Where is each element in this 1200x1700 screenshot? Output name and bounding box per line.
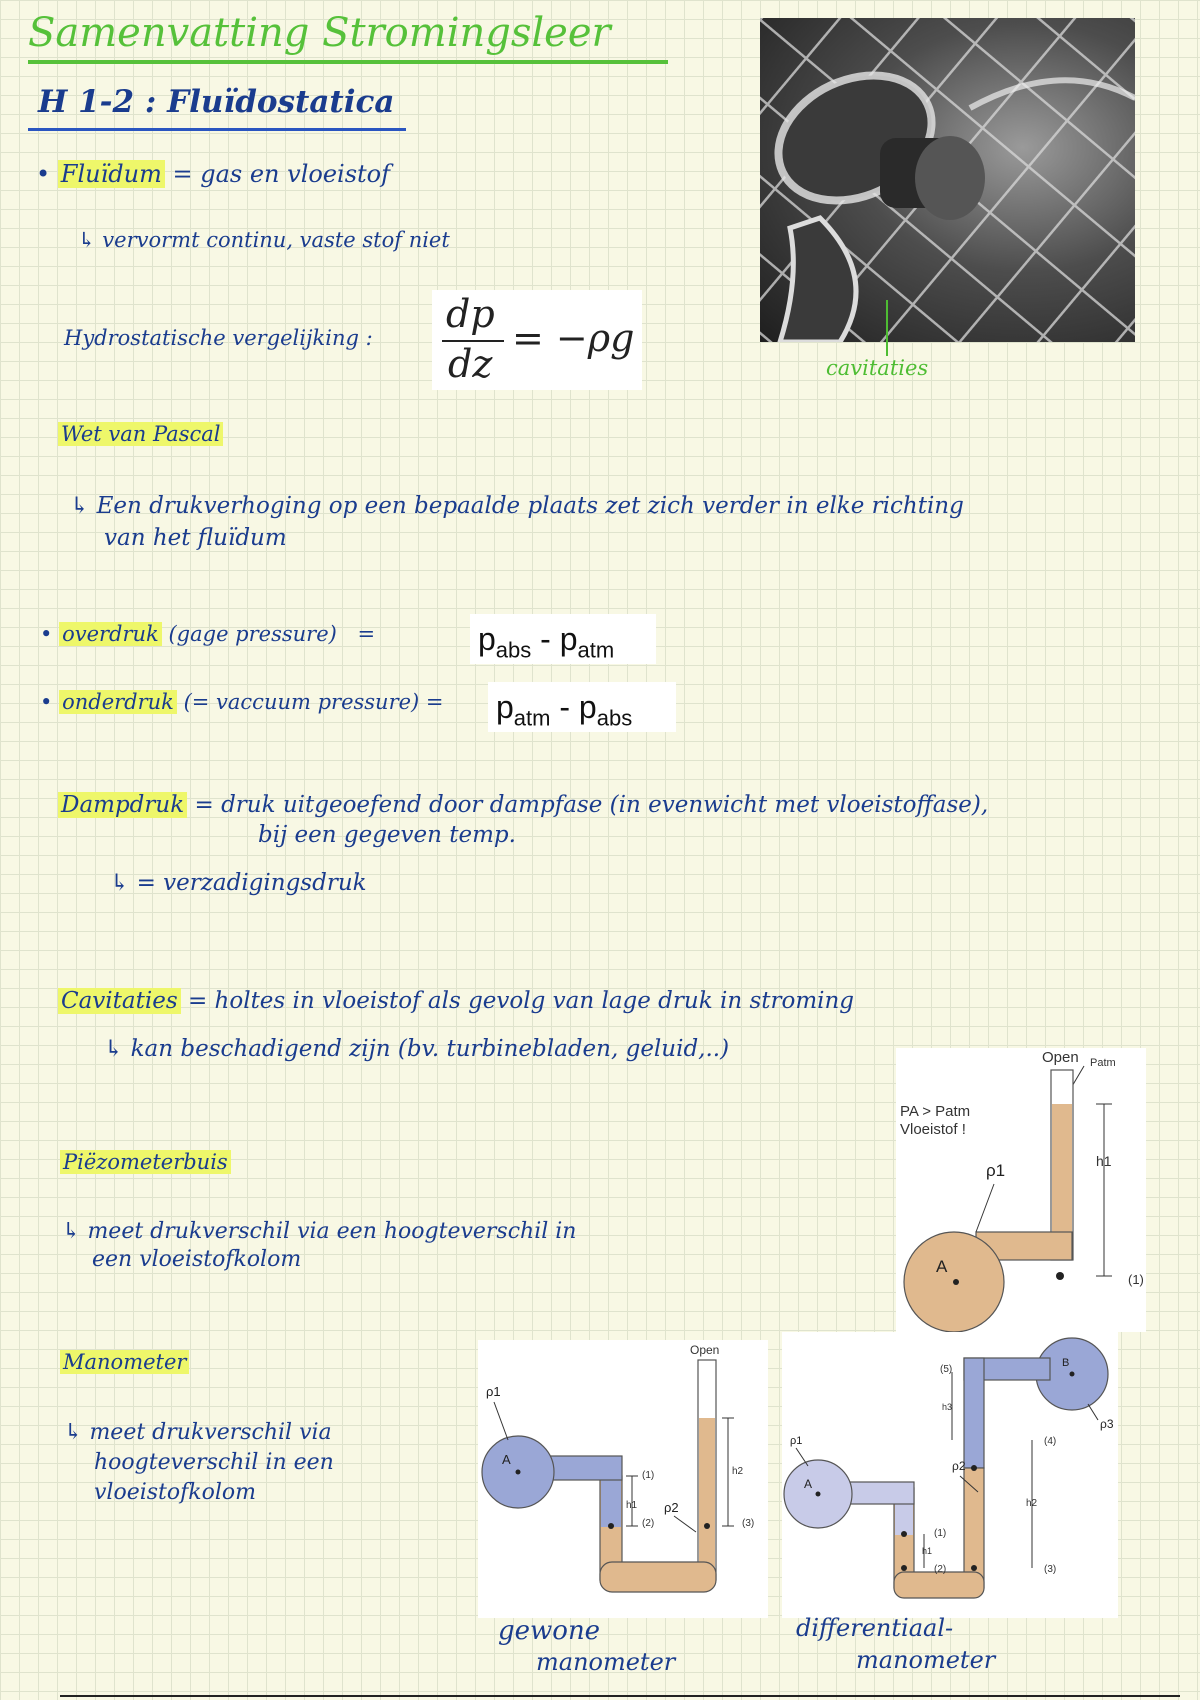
point-2-label: (2) <box>934 1564 947 1575</box>
piezometer-line-2: een vloeistofkolom <box>92 1247 302 1272</box>
caption-pointer <box>886 300 888 356</box>
subscript: atm <box>577 637 615 663</box>
piezometer-heading: Piëzometerbuis <box>60 1150 231 1174</box>
onderdruk-term: onderdruk <box>59 690 177 714</box>
gewone-caption-1: gewone <box>498 1616 601 1646</box>
fluidum-term: Fluïdum <box>58 160 165 188</box>
bullet: • <box>36 160 51 188</box>
point-1-label: (1) <box>934 1528 947 1539</box>
onderdruk-note: (= vaccuum pressure) = <box>183 690 444 714</box>
point-1-label: (1) <box>1128 1272 1144 1287</box>
subscript: abs <box>596 705 633 731</box>
fluidum-note-text: vervormt continu, vaste stof niet <box>102 228 450 252</box>
subscript: abs <box>495 637 532 663</box>
hydrostatic-formula <box>432 290 642 390</box>
point-3-label: (3) <box>742 1518 755 1529</box>
cavitaties-line-2 <box>58 1032 854 1066</box>
formula-numerator: dp <box>446 292 495 336</box>
manometer-line-3: vloeistofkolom <box>94 1480 257 1505</box>
pascal-text <box>70 490 964 554</box>
h1-label: h1 <box>1096 1153 1112 1169</box>
h3-label: h3 <box>942 1402 953 1412</box>
subscript: atm <box>513 705 551 731</box>
arrow-icon: ↳ <box>64 1420 90 1445</box>
point-1-label: (1) <box>642 1470 655 1481</box>
condition-label: PA > Patm <box>900 1103 971 1120</box>
equals-sign: = <box>187 988 208 1014</box>
rho2-label: ρ2 <box>664 1500 679 1515</box>
point-2-label: (2) <box>642 1518 655 1529</box>
chapter-heading: H 1-2 : Fluïdostatica <box>38 84 395 120</box>
fluidum-note <box>78 228 450 252</box>
gewone-manometer-figure <box>478 1340 768 1618</box>
arrow-icon: ↳ <box>62 1219 88 1244</box>
patm-label: Patm <box>1090 1057 1116 1069</box>
h2-label: h2 <box>1026 1498 1038 1509</box>
fluidum-line <box>36 160 390 188</box>
overdruk-term: overdruk <box>59 622 162 646</box>
point-b-label: B <box>1062 1357 1070 1369</box>
cavitation-propeller-photo <box>760 18 1135 342</box>
point-a-label: A <box>502 1452 511 1467</box>
pascal-heading: Wet van Pascal <box>58 422 223 446</box>
page-title: Samenvatting Stromingsleer <box>28 10 611 56</box>
hydrostatic-label: Hydrostatische vergelijking : <box>64 326 373 350</box>
p-symbol: p <box>496 689 514 725</box>
dampdruk-block <box>58 790 988 898</box>
rho3-label: ρ3 <box>1100 1417 1114 1431</box>
point-a-label: A <box>804 1477 813 1491</box>
gewone-caption-2: manometer <box>536 1648 676 1676</box>
arrow-icon: ↳ <box>104 1036 131 1062</box>
pascal-line-2: van het fluïdum <box>104 525 287 551</box>
chapter-underline <box>28 128 406 131</box>
diff-caption-2: manometer <box>856 1646 996 1674</box>
point-a-label: A <box>936 1257 948 1276</box>
equals-sign: = <box>194 792 214 818</box>
minus-sign: - <box>550 689 579 725</box>
equals-sign: = <box>172 160 193 188</box>
piezometer-figure <box>896 1048 1146 1332</box>
cavitaties-def: holtes in vloeistof als gevolg van lage druk in stroming <box>214 988 855 1014</box>
manometer-line-1 <box>64 1418 334 1448</box>
piezometer-line-1-text: meet drukverschil via een hoogteverschil in <box>87 1219 577 1244</box>
manometer-line-2: hoogteverschil in een <box>94 1450 334 1475</box>
cavitaties-line-1 <box>58 984 854 1018</box>
arrow-icon: ↳ <box>70 493 97 519</box>
manometer-text <box>64 1418 334 1508</box>
manometer-line-1-text: meet drukverschil via <box>89 1420 332 1445</box>
dampdruk-term: Dampdruk <box>58 792 187 818</box>
p-symbol: p <box>478 621 496 657</box>
rho-label: ρ1 <box>986 1161 1006 1180</box>
arrow-icon: ↳ <box>110 870 137 896</box>
title-underline <box>28 60 668 64</box>
differentiaal-manometer-figure <box>782 1332 1118 1618</box>
page-bottom-rule <box>60 1695 1180 1697</box>
equals-sign: = <box>357 622 376 646</box>
h1-label: h1 <box>922 1546 933 1556</box>
photo-caption: cavitaties <box>826 356 929 380</box>
onderdruk-formula <box>488 682 676 732</box>
point-3-label: (3) <box>1044 1564 1057 1575</box>
overdruk-note: (gage pressure) <box>168 622 337 646</box>
manometer-heading: Manometer <box>60 1350 189 1374</box>
piezometer-line-1 <box>62 1218 576 1246</box>
point-5-label: (5) <box>940 1364 953 1375</box>
bullet: • <box>40 690 53 714</box>
rho1-label: ρ1 <box>486 1384 501 1399</box>
liquid-label: Vloeistof ! <box>900 1121 966 1138</box>
pascal-line-1-text: Een drukverhoging op een bepaalde plaats zet zich verder in elke richting <box>96 493 964 519</box>
overdruk-formula <box>470 614 656 664</box>
rho1-label: ρ1 <box>790 1435 803 1447</box>
h2-label: h2 <box>732 1466 744 1477</box>
dampdruk-line-1 <box>58 790 988 820</box>
formula-denominator: dz <box>448 342 493 386</box>
rho2-label: ρ2 <box>952 1459 966 1473</box>
bullet: • <box>40 622 53 646</box>
pascal-line-1 <box>70 490 964 522</box>
open-label: Open <box>1042 1049 1079 1066</box>
onderdruk-line <box>40 690 444 714</box>
dampdruk-line-3-text: = verzadigingsdruk <box>136 870 367 896</box>
piezometer-text <box>62 1218 576 1274</box>
dampdruk-def: druk uitgeoefend door dampfase (in evenwicht met vloeistoffase), <box>221 792 989 818</box>
cavitaties-line-2-text: kan beschadigend zijn (bv. turbinebladen, geluid,..) <box>130 1036 730 1062</box>
minus-sign: - <box>531 621 560 657</box>
h1-label: h1 <box>626 1500 638 1511</box>
overdruk-line <box>40 622 375 646</box>
formula-rhs: = −ρg <box>512 316 635 360</box>
dampdruk-line-3 <box>58 868 988 898</box>
propeller-image <box>760 18 1135 342</box>
point-4-label: (4) <box>1044 1436 1057 1447</box>
cavitaties-term: Cavitaties <box>58 988 181 1014</box>
open-label: Open <box>690 1343 720 1357</box>
cavitaties-block <box>58 984 854 1066</box>
p-symbol: p <box>559 621 578 657</box>
arrow-icon: ↳ <box>78 228 96 252</box>
p-symbol: p <box>578 689 597 725</box>
fluidum-definition: gas en vloeistof <box>200 160 390 188</box>
dampdruk-line-2: bij een gegeven temp. <box>258 822 516 848</box>
diff-caption-1: differentiaal- <box>796 1614 954 1642</box>
